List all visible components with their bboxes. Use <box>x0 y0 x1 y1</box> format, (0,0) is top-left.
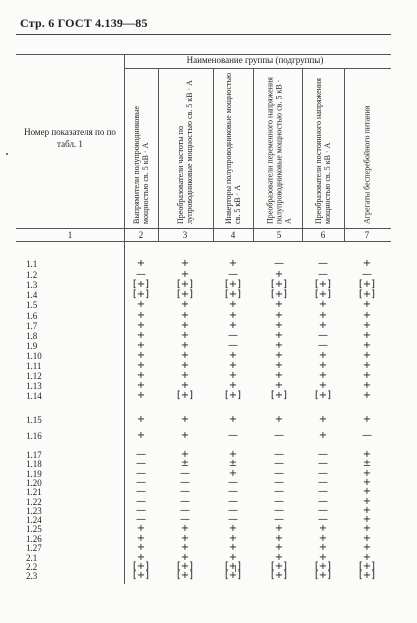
table-row <box>16 321 391 331</box>
column-header-text: Преобразователи постоянного напряжения мощностью св. 5 кВ · А <box>314 78 332 224</box>
cell-mark: — <box>180 477 190 488</box>
cell-mark: — <box>136 449 146 460</box>
row-label: 1.1 <box>26 259 38 269</box>
cell-mark: — <box>180 468 190 479</box>
cell-mark: [+] <box>224 390 242 401</box>
cell-mark: [+] <box>224 289 242 300</box>
cell-mark: — <box>318 449 328 460</box>
cell-mark: — <box>318 258 328 269</box>
cell-mark: — <box>274 496 284 507</box>
row-label: 1.25 <box>26 524 42 534</box>
table-row <box>16 524 391 534</box>
column-header-6 <box>350 70 384 226</box>
cell-mark: + <box>362 350 372 361</box>
cell-mark: + <box>228 370 238 381</box>
table-row <box>16 311 391 321</box>
row-label: 1.14 <box>26 391 42 401</box>
cell-mark: — <box>136 269 146 280</box>
cell-mark: + <box>136 380 146 391</box>
cell-mark: [+] <box>358 289 376 300</box>
row-label: 1.27 <box>26 543 42 553</box>
cell-mark: + <box>318 523 328 534</box>
table-row <box>16 300 391 310</box>
row-label: 1.13 <box>26 381 42 391</box>
cell-mark: + <box>318 310 328 321</box>
page-header-text: Стр. 6 ГОСТ 4.139—85 <box>20 16 148 30</box>
cell-mark: — <box>136 486 146 497</box>
cell-mark: + <box>180 320 190 331</box>
row-header: Номер показателя по по табл. 1 <box>24 127 116 149</box>
cell-mark: [+] <box>176 561 194 572</box>
cell-mark: [+] <box>132 279 150 290</box>
cell-mark: — <box>136 468 146 479</box>
cell-mark: [+] <box>132 289 150 300</box>
cell-mark: + <box>274 310 284 321</box>
cell-mark: + <box>136 299 146 310</box>
number-row-bottom-border <box>16 241 391 242</box>
header-rule <box>16 34 391 35</box>
cell-mark: + <box>228 523 238 534</box>
table-row <box>16 487 391 497</box>
table-row <box>16 341 391 351</box>
header-bottom-border <box>16 228 391 229</box>
column-header-text: Преобразователи переменного напряжения полупроводниковые мощностью св. 5 кВ · А <box>265 77 293 224</box>
cell-mark: + <box>180 542 190 553</box>
cell-mark: — <box>228 486 238 497</box>
row-label: 1.19 <box>26 469 42 479</box>
cell-mark: + <box>274 542 284 553</box>
cell-mark: + <box>362 380 372 391</box>
column-divider-4 <box>253 68 254 241</box>
cell-mark: — <box>318 340 328 351</box>
row-label: 1.10 <box>26 351 42 361</box>
row-label: 1.20 <box>26 478 42 488</box>
cell-mark: + <box>362 360 372 371</box>
cell-mark: + <box>362 414 372 425</box>
cell-mark: — <box>180 514 190 525</box>
cell-mark: + <box>136 340 146 351</box>
cell-mark: — <box>318 477 328 488</box>
cell-mark: + <box>228 552 238 563</box>
column-number-5: 5 <box>276 230 282 240</box>
cell-mark: + <box>228 468 238 479</box>
cell-mark: + <box>180 299 190 310</box>
cell-mark: — <box>274 458 284 469</box>
cell-mark: — <box>136 477 146 488</box>
column-header-5 <box>306 70 340 226</box>
cell-mark: [+] <box>270 570 288 581</box>
cell-mark: — <box>318 330 328 341</box>
cell-mark: + <box>228 320 238 331</box>
cell-mark: + <box>274 360 284 371</box>
cell-mark: + <box>362 449 372 460</box>
row-label: 1.7 <box>26 321 38 331</box>
cell-mark: [+] <box>270 390 288 401</box>
cell-mark: ± <box>362 458 372 469</box>
column-number-4: 4 <box>230 230 236 240</box>
cell-mark: — <box>318 468 328 479</box>
cell-mark: + <box>136 533 146 544</box>
cell-mark: + <box>362 505 372 516</box>
cell-mark: + <box>136 258 146 269</box>
cell-mark: + <box>362 258 372 269</box>
row-label: 1.4 <box>26 290 38 300</box>
cell-mark: + <box>180 330 190 341</box>
cell-mark: + <box>180 350 190 361</box>
column-number-1: 1 <box>67 230 73 240</box>
row-label: 1.24 <box>26 515 42 525</box>
cell-mark: — <box>274 486 284 497</box>
cell-mark: + <box>362 320 372 331</box>
cell-mark: — <box>136 505 146 516</box>
cell-mark: + <box>318 552 328 563</box>
cell-mark: + <box>136 370 146 381</box>
cell-mark: + <box>318 380 328 391</box>
cell-mark: + <box>136 414 146 425</box>
cell-mark: + <box>136 430 146 441</box>
row-label: 1.2 <box>26 270 38 280</box>
column-header-4 <box>262 70 296 226</box>
page-header <box>16 14 402 36</box>
cell-mark: + <box>228 258 238 269</box>
column-header-text: Агрегаты бесперебойного питания <box>362 105 372 224</box>
cell-mark: + <box>362 390 372 401</box>
cell-mark: + <box>228 414 238 425</box>
table-row <box>16 571 391 581</box>
row-label: 1.18 <box>26 459 42 469</box>
row-label: 1.5 <box>26 300 38 310</box>
cell-mark: — <box>180 496 190 507</box>
table-row <box>16 270 391 280</box>
cell-mark: — <box>362 269 372 280</box>
cell-mark: — <box>318 496 328 507</box>
cell-mark: + <box>136 360 146 371</box>
cell-mark: — <box>274 449 284 460</box>
cell-mark: + <box>136 542 146 553</box>
column-header-text: Выпрямители полупроводниковые мощностью св. 5 кВ · А <box>132 105 150 224</box>
cell-mark: + <box>274 380 284 391</box>
cell-mark: + <box>136 320 146 331</box>
cell-mark: [+] <box>314 561 332 572</box>
row-label: 1.23 <box>26 506 42 516</box>
cell-mark: — <box>180 505 190 516</box>
cell-mark: — <box>228 514 238 525</box>
cell-mark: [+] <box>176 289 194 300</box>
table-row <box>16 431 391 441</box>
cell-mark: [+] <box>176 279 194 290</box>
cell-mark: + <box>318 360 328 371</box>
cell-mark: — <box>228 505 238 516</box>
cell-mark: + <box>274 523 284 534</box>
cell-mark: [+] <box>358 279 376 290</box>
cell-mark: — <box>228 330 238 341</box>
cell-mark: — <box>318 514 328 525</box>
cell-mark: + <box>318 299 328 310</box>
cell-mark: — <box>228 430 238 441</box>
row-label: 1.26 <box>26 534 42 544</box>
stray-mark <box>232 566 236 572</box>
table-row <box>16 361 391 371</box>
cell-mark: + <box>228 380 238 391</box>
cell-mark: + <box>362 523 372 534</box>
cell-mark: — <box>318 486 328 497</box>
cell-mark: + <box>362 330 372 341</box>
cell-mark: — <box>274 514 284 525</box>
column-header-text: Инверторы полупроводниковые мощностью св. 5 кВ · А <box>224 72 242 224</box>
cell-mark: + <box>318 542 328 553</box>
cell-mark: ± <box>228 458 238 469</box>
cell-mark: — <box>180 486 190 497</box>
cell-mark: + <box>228 310 238 321</box>
row-label: 1.12 <box>26 371 42 381</box>
column-header-1 <box>124 70 158 226</box>
cell-mark: [+] <box>314 289 332 300</box>
column-number-3: 3 <box>182 230 188 240</box>
cell-mark: [+] <box>176 390 194 401</box>
cell-mark: + <box>362 370 372 381</box>
cell-mark: + <box>274 330 284 341</box>
table-row <box>16 259 391 269</box>
cell-mark: + <box>180 340 190 351</box>
row-label: 1.3 <box>26 280 38 290</box>
cell-mark: — <box>228 269 238 280</box>
cell-mark: + <box>362 496 372 507</box>
cell-mark: + <box>180 523 190 534</box>
column-divider-6 <box>344 68 345 241</box>
cell-mark: — <box>318 505 328 516</box>
stray-dot <box>6 153 8 155</box>
cell-mark: + <box>274 320 284 331</box>
cell-mark: — <box>228 496 238 507</box>
cell-mark: + <box>180 360 190 371</box>
cell-mark: + <box>136 390 146 401</box>
cell-mark: + <box>228 350 238 361</box>
row-label: 1.22 <box>26 497 42 507</box>
cell-mark: + <box>362 340 372 351</box>
cell-mark: — <box>362 430 372 441</box>
cell-mark: + <box>274 350 284 361</box>
cell-mark: — <box>274 477 284 488</box>
cell-mark: [+] <box>314 279 332 290</box>
cell-mark: + <box>362 552 372 563</box>
cell-mark: + <box>180 533 190 544</box>
cell-mark: + <box>136 330 146 341</box>
cell-mark: + <box>274 269 284 280</box>
cell-mark: + <box>362 310 372 321</box>
column-divider-2 <box>158 68 159 241</box>
row-label: 1.8 <box>26 331 38 341</box>
cell-mark: [+] <box>224 279 242 290</box>
cell-mark: [+] <box>358 561 376 572</box>
cell-mark: + <box>318 320 328 331</box>
table-row <box>16 415 391 425</box>
cell-mark: + <box>362 299 372 310</box>
cell-mark: + <box>180 430 190 441</box>
cell-mark: + <box>274 414 284 425</box>
cell-mark: — <box>136 496 146 507</box>
cell-mark: [+] <box>176 570 194 581</box>
cell-mark: + <box>136 552 146 563</box>
cell-mark: [+] <box>270 561 288 572</box>
column-number-2: 2 <box>138 230 144 240</box>
cell-mark: [+] <box>314 390 332 401</box>
cell-mark: + <box>318 370 328 381</box>
cell-mark: + <box>228 533 238 544</box>
table-row <box>16 371 391 381</box>
column-divider-5 <box>302 68 303 241</box>
cell-mark: + <box>180 552 190 563</box>
cell-mark: [+] <box>224 570 242 581</box>
cell-mark: + <box>180 310 190 321</box>
cell-mark: — <box>136 514 146 525</box>
cell-mark: + <box>180 370 190 381</box>
table-row <box>16 280 391 290</box>
column-divider-3 <box>213 68 214 241</box>
row-label: 1.17 <box>26 450 42 460</box>
column-header-2 <box>168 70 202 226</box>
cell-mark: + <box>318 533 328 544</box>
table-row <box>16 351 391 361</box>
cell-mark: + <box>274 340 284 351</box>
cell-mark: — <box>318 269 328 280</box>
table-row <box>16 331 391 341</box>
row-label: 2.2 <box>26 562 38 572</box>
column-header-3 <box>216 70 250 226</box>
row-label: 1.9 <box>26 341 38 351</box>
cell-mark: + <box>228 449 238 460</box>
cell-mark: + <box>362 514 372 525</box>
row-label: 1.16 <box>26 431 42 441</box>
cell-mark: + <box>274 552 284 563</box>
cell-mark: + <box>228 542 238 553</box>
table-row <box>16 381 391 391</box>
cell-mark: — <box>228 340 238 351</box>
cell-mark: — <box>228 477 238 488</box>
cell-mark: + <box>362 542 372 553</box>
row-label: 2.1 <box>26 553 38 563</box>
cell-mark: + <box>136 350 146 361</box>
cell-mark: ± <box>180 458 190 469</box>
cell-mark: — <box>274 258 284 269</box>
cell-mark: + <box>274 370 284 381</box>
cell-mark: — <box>274 430 284 441</box>
cell-mark: + <box>180 269 190 280</box>
cell-mark: — <box>136 458 146 469</box>
cell-mark: + <box>318 350 328 361</box>
cell-mark: — <box>318 458 328 469</box>
row-label: 1.21 <box>26 487 42 497</box>
cell-mark: [+] <box>132 570 150 581</box>
cell-mark: + <box>228 360 238 371</box>
cell-mark: — <box>274 468 284 479</box>
group-title: Наименование группы (подгруппы) <box>186 55 324 65</box>
cell-mark: + <box>136 310 146 321</box>
cell-mark: [+] <box>270 289 288 300</box>
row-label: 2.3 <box>26 571 38 581</box>
table-row <box>16 290 391 300</box>
cell-mark: + <box>318 414 328 425</box>
cell-mark: + <box>180 449 190 460</box>
table-row <box>16 459 391 469</box>
row-label: 1.11 <box>26 361 42 371</box>
table-row <box>16 543 391 553</box>
cell-mark: + <box>362 477 372 488</box>
table-row <box>16 391 391 401</box>
cell-mark: + <box>180 258 190 269</box>
cell-mark: + <box>228 299 238 310</box>
cell-mark: [+] <box>270 279 288 290</box>
cell-mark: + <box>180 414 190 425</box>
cell-mark: — <box>274 505 284 516</box>
cell-mark: + <box>180 380 190 391</box>
column-number-6: 6 <box>320 230 326 240</box>
cell-mark: + <box>136 523 146 534</box>
cell-mark: + <box>274 533 284 544</box>
row-label: 1.15 <box>26 415 42 425</box>
cell-mark: + <box>362 486 372 497</box>
cell-mark: [+] <box>132 561 150 572</box>
cell-mark: [+] <box>224 561 242 572</box>
cell-mark: [+] <box>314 570 332 581</box>
cell-mark: + <box>274 299 284 310</box>
column-number-7: 7 <box>364 230 370 240</box>
cell-mark: + <box>362 468 372 479</box>
group-title-underline <box>124 68 391 69</box>
cell-mark: + <box>318 430 328 441</box>
column-header-text: Преобразователи частоты по лупроводниковые мощностью св. 5 кВ · А <box>176 80 194 224</box>
cell-mark: [+] <box>358 570 376 581</box>
cell-mark: + <box>362 533 372 544</box>
row-label: 1.6 <box>26 311 38 321</box>
